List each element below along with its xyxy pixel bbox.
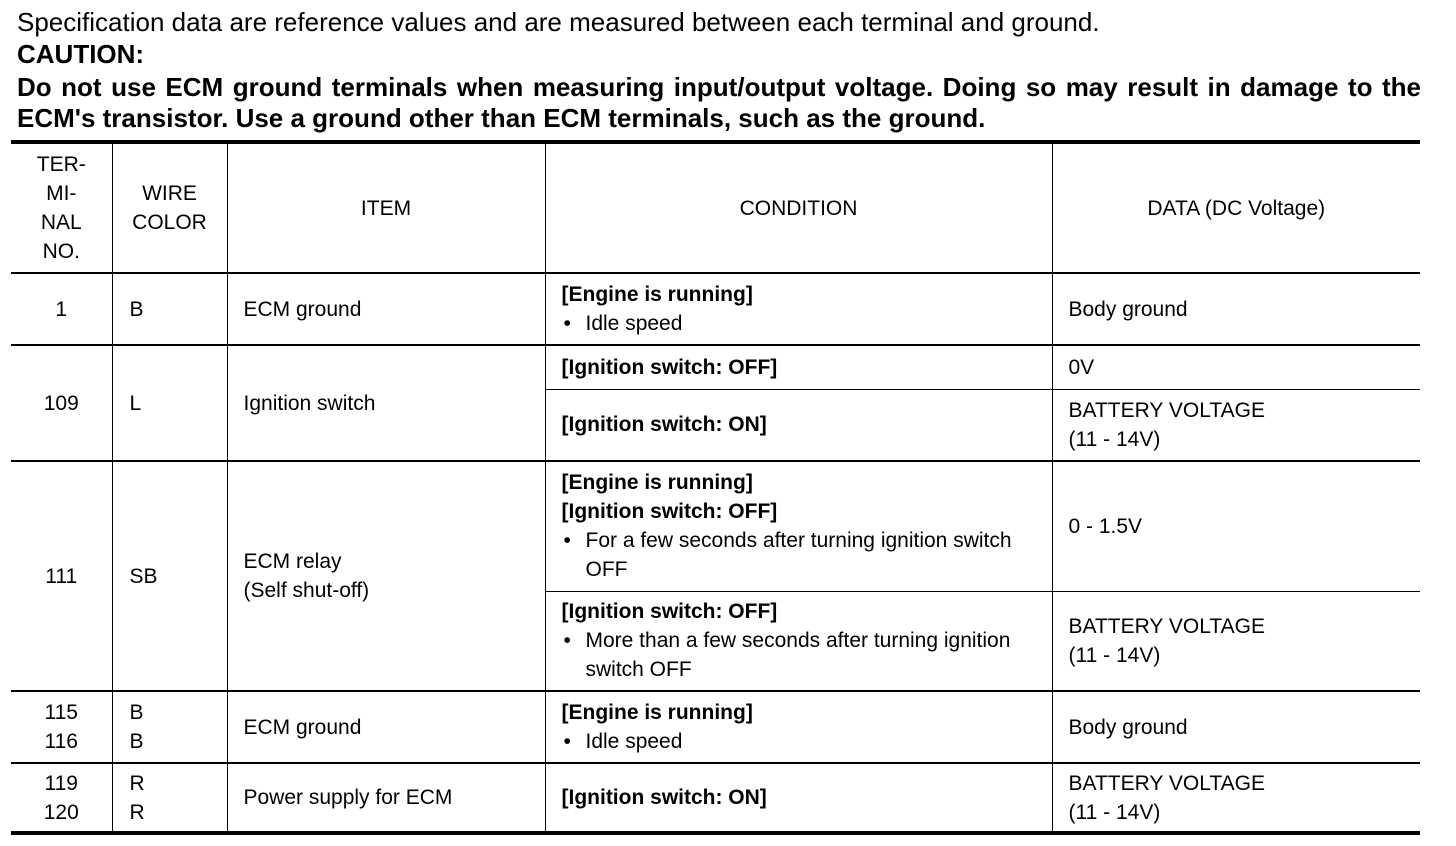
item-cell: Ignition switch: [227, 345, 545, 461]
condition-bullet: • Idle speed: [562, 309, 1040, 338]
condition-bullet: • Idle speed: [562, 727, 1040, 756]
condition-cell: [Ignition switch: ON]: [545, 389, 1052, 461]
table-row: [11, 763, 1420, 833]
condition-cell: [Engine is running] [Ignition switch: OFF] • For a few seconds after turning ignition switch OFF: [545, 461, 1052, 591]
condition-cell: [Engine is running] • Idle speed: [545, 273, 1052, 345]
table-row: [11, 461, 1420, 591]
wire-color: R R: [112, 763, 227, 833]
terminal-no: 111: [11, 461, 112, 691]
condition-cell: [Ignition switch: OFF]: [545, 345, 1052, 389]
caution-body: Do not use ECM ground terminals when measuring input/output voltage. Doing so may result in damage to the ECM's transistor. Use a ground other than ECM terminals, such as the ground.: [17, 72, 1421, 133]
condition-cell: [Ignition switch: ON]: [545, 763, 1052, 833]
table-row: [11, 345, 1420, 389]
item-cell: ECM relay (Self shut-off): [227, 461, 545, 691]
item-cell: ECM ground: [227, 273, 545, 345]
data-cell: 0 - 1.5V: [1052, 461, 1420, 591]
wire-color: SB: [112, 461, 227, 691]
table-row: [11, 273, 1420, 345]
condition-bullet: • For a few seconds after turning ignition switch OFF: [562, 526, 1040, 584]
terminal-no: 119 120: [43, 771, 79, 824]
data-cell: Body ground: [1052, 691, 1420, 763]
caution-heading: CAUTION:: [17, 39, 145, 69]
condition-cell: [Engine is running] • Idle speed: [545, 691, 1052, 763]
terminal-no: 1: [11, 273, 112, 345]
table-row: [11, 691, 1420, 763]
header-terminal-no: TER- MI- NAL NO.: [11, 142, 112, 273]
terminal-no: 115 116: [11, 691, 112, 763]
data-cell: 0V: [1052, 345, 1420, 389]
data-cell: BATTERY VOLTAGE (11 - 14V): [1052, 763, 1420, 833]
condition-cell: [Ignition switch: OFF] • More than a few seconds after turning ignition switch OFF: [545, 591, 1052, 691]
header-item: ITEM: [227, 142, 545, 273]
condition-bullet: • More than a few seconds after turning ignition switch OFF: [562, 626, 1040, 684]
header-data: DATA (DC Voltage): [1052, 142, 1420, 273]
terminal-no: 109: [11, 345, 112, 461]
data-cell: BATTERY VOLTAGE (11 - 14V): [1052, 389, 1420, 461]
wire-color: B: [112, 273, 227, 345]
item-cell: ECM ground: [227, 691, 545, 763]
header-condition: CONDITION: [545, 142, 1052, 273]
header-wire-color: WIRE COLOR: [112, 142, 227, 273]
wire-color: L: [112, 345, 227, 461]
terminal-table: [11, 140, 1420, 835]
intro-text: Specification data are reference values and are measured between each terminal and ground.: [17, 7, 1100, 37]
data-cell: BATTERY VOLTAGE (11 - 14V): [1052, 591, 1420, 691]
data-cell: Body ground: [1052, 273, 1420, 345]
wire-color: B B: [112, 691, 227, 763]
item-cell: Power supply for ECM: [227, 763, 545, 833]
table-header-row: [11, 142, 1420, 273]
